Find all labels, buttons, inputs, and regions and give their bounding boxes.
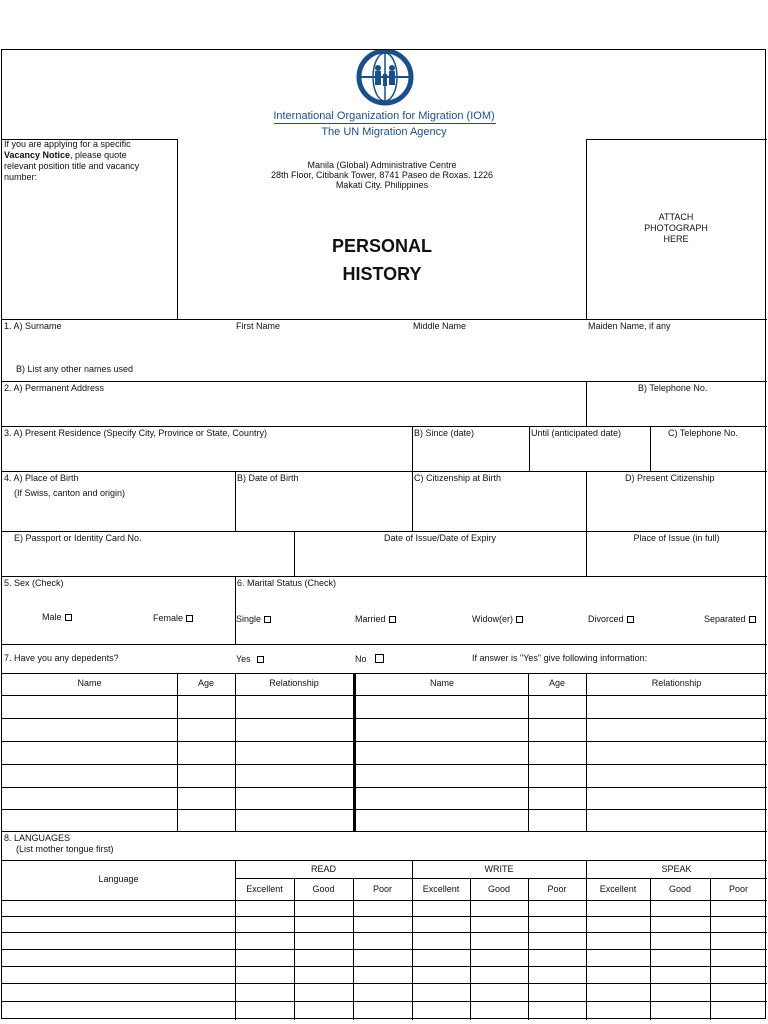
photo-label-1: ATTACH: [658, 212, 694, 222]
passport-label: E) Passport or Identity Card No.: [14, 533, 142, 543]
dependents-row[interactable]: [2, 765, 767, 787]
permanent-address-input[interactable]: [4, 395, 584, 423]
read-excellent-header: Excellent: [246, 884, 283, 894]
present-citizenship-label: D) Present Citizenship: [625, 473, 715, 483]
dependents-table: [2, 673, 767, 831]
speak-excellent-header: Excellent: [599, 884, 637, 894]
place-of-birth-input[interactable]: [4, 502, 232, 528]
language-row[interactable]: [2, 901, 767, 916]
agency-name: The UN Migration Agency: [321, 126, 447, 138]
org-name: International Organization for Migration (IOM): [273, 110, 495, 122]
permanent-phone-label: B) Telephone No.: [638, 383, 708, 393]
page-title-line1: PERSONAL: [331, 236, 432, 256]
photo-label-3: HERE: [663, 234, 689, 244]
speak-good-header: Good: [668, 884, 692, 894]
maiden-name-input[interactable]: [588, 333, 764, 361]
surname-label: 1. A) Surname: [4, 321, 62, 331]
permanent-phone-input[interactable]: [588, 395, 764, 423]
marital-married-option[interactable]: Married: [355, 614, 396, 625]
marital-separated-option[interactable]: Separated: [704, 614, 756, 625]
address-line1: Manila (Global) Administrative Centre: [307, 160, 457, 170]
issue-place-label: Place of Issue (in full): [633, 533, 720, 543]
place-of-birth-label: 4. A) Place of Birth: [4, 473, 79, 483]
vacancy-input[interactable]: [4, 185, 174, 315]
until-date-input[interactable]: [531, 440, 647, 468]
dependents-yes-checkbox[interactable]: [257, 656, 264, 663]
female-checkbox[interactable]: [186, 615, 193, 622]
language-row[interactable]: [2, 917, 767, 932]
language-row[interactable]: [2, 984, 767, 1001]
marital-widow-option[interactable]: Widow(er): [472, 614, 523, 625]
dependents-row[interactable]: [2, 810, 767, 831]
vacancy-note-line3: relevant position title and vacancy: [4, 161, 140, 171]
single-checkbox[interactable]: [264, 616, 271, 623]
dependents-col-rel-2: Relationship: [651, 678, 702, 688]
first-name-label: First Name: [236, 321, 281, 331]
other-names-label: B) List any other names used: [16, 364, 134, 374]
permanent-address-label: 2. A) Permanent Address: [4, 383, 105, 393]
iom-logo: [348, 50, 422, 108]
date-of-birth-input[interactable]: [237, 486, 409, 528]
vacancy-note-line1: If you are applying for a specific: [4, 139, 131, 149]
separated-checkbox[interactable]: [749, 616, 756, 623]
present-citizenship-input[interactable]: [588, 486, 764, 528]
languages-subtitle: (List mother tongue first): [16, 844, 114, 854]
language-col-header: Language: [98, 874, 139, 884]
speak-poor-header: Poor: [728, 884, 748, 894]
present-phone-label: C) Telephone No.: [668, 428, 738, 438]
marital-single-option[interactable]: Single: [236, 614, 271, 625]
sex-label: 5. Sex (Check): [4, 578, 64, 588]
languages-title: 8. LANGUAGES: [4, 833, 71, 843]
divorced-checkbox[interactable]: [627, 616, 634, 623]
write-good-header: Good: [487, 884, 511, 894]
married-checkbox[interactable]: [389, 616, 396, 623]
write-excellent-header: Excellent: [422, 884, 460, 894]
address-line2: 28th Floor, Citibank Tower, 8741 Paseo de Roxas. 1226: [271, 170, 493, 180]
language-row[interactable]: [2, 950, 767, 966]
dependents-row[interactable]: [2, 788, 767, 809]
since-date-label: B) Since (date): [414, 428, 475, 438]
read-good-header: Good: [312, 884, 335, 894]
languages-table: [2, 860, 767, 1020]
language-row[interactable]: [2, 933, 767, 949]
issue-date-label: Date of Issue/Date of Expiry: [383, 533, 497, 543]
dependents-col-name-1: Name: [77, 678, 102, 688]
middle-name-input[interactable]: [413, 333, 585, 361]
dependents-question: 7. Have you any depedents?: [4, 653, 119, 663]
dependents-col-name-2: Name: [429, 678, 454, 688]
sex-male-option[interactable]: Male: [42, 612, 72, 623]
write-poor-header: Poor: [547, 884, 567, 894]
dependents-no-option[interactable]: No: [355, 654, 384, 665]
since-date-input[interactable]: [414, 440, 526, 468]
personal-history-form: [1, 49, 766, 1019]
issue-date-input[interactable]: [296, 546, 584, 573]
present-residence-label: 3. A) Present Residence (Specify City, Province or State, Country): [4, 428, 267, 438]
male-checkbox[interactable]: [65, 614, 72, 621]
until-date-label: Until (anticipated date): [531, 428, 622, 438]
vacancy-note-line4: number:: [4, 172, 38, 182]
citizenship-birth-input[interactable]: [414, 486, 584, 528]
marital-divorced-option[interactable]: Divorced: [588, 614, 634, 625]
maiden-name-label: Maiden Name, if any: [588, 321, 671, 331]
sex-female-option[interactable]: Female: [153, 613, 193, 624]
first-name-input[interactable]: [236, 333, 410, 361]
dependents-no-checkbox[interactable]: [375, 654, 384, 663]
page-title-line2: HISTORY: [342, 264, 422, 284]
date-of-birth-label: B) Date of Birth: [237, 473, 299, 483]
vacancy-note-line2: Vacancy Notice, please quote: [4, 150, 127, 160]
citizenship-birth-label: C) Citizenship at Birth: [414, 473, 502, 483]
surname-input[interactable]: [4, 333, 232, 361]
language-row[interactable]: [2, 967, 767, 983]
language-row[interactable]: [2, 1002, 767, 1018]
widow-checkbox[interactable]: [516, 616, 523, 623]
middle-name-label: Middle Name: [413, 321, 467, 331]
read-poor-header: Poor: [372, 884, 392, 894]
dependents-yes-option[interactable]: Yes: [236, 654, 264, 665]
dependents-row[interactable]: [2, 742, 767, 764]
present-residence-input[interactable]: [4, 440, 409, 468]
dependents-row[interactable]: [2, 719, 767, 741]
dependents-col-rel-1: Relationship: [269, 678, 319, 688]
write-header: WRITE: [484, 864, 514, 874]
dependents-note: If answer is "Yes" give following information:: [472, 653, 648, 663]
logo-divider: [274, 123, 496, 124]
marital-status-label: 6. Marital Status (Check): [237, 578, 337, 588]
passport-input[interactable]: [4, 546, 291, 573]
dependents-col-age-2: Age: [548, 678, 565, 688]
place-of-birth-note: (If Swiss, canton and origin): [14, 488, 126, 498]
dependents-row[interactable]: [2, 696, 767, 718]
issue-place-input[interactable]: [588, 546, 764, 573]
address-line3: Makati City. Philippines: [335, 180, 429, 190]
read-header: READ: [310, 864, 336, 874]
present-phone-input[interactable]: [652, 440, 764, 468]
photo-label-2: PHOTOGRAPH: [644, 223, 708, 233]
speak-header: SPEAK: [661, 864, 692, 874]
dependents-col-age-1: Age: [197, 678, 214, 688]
